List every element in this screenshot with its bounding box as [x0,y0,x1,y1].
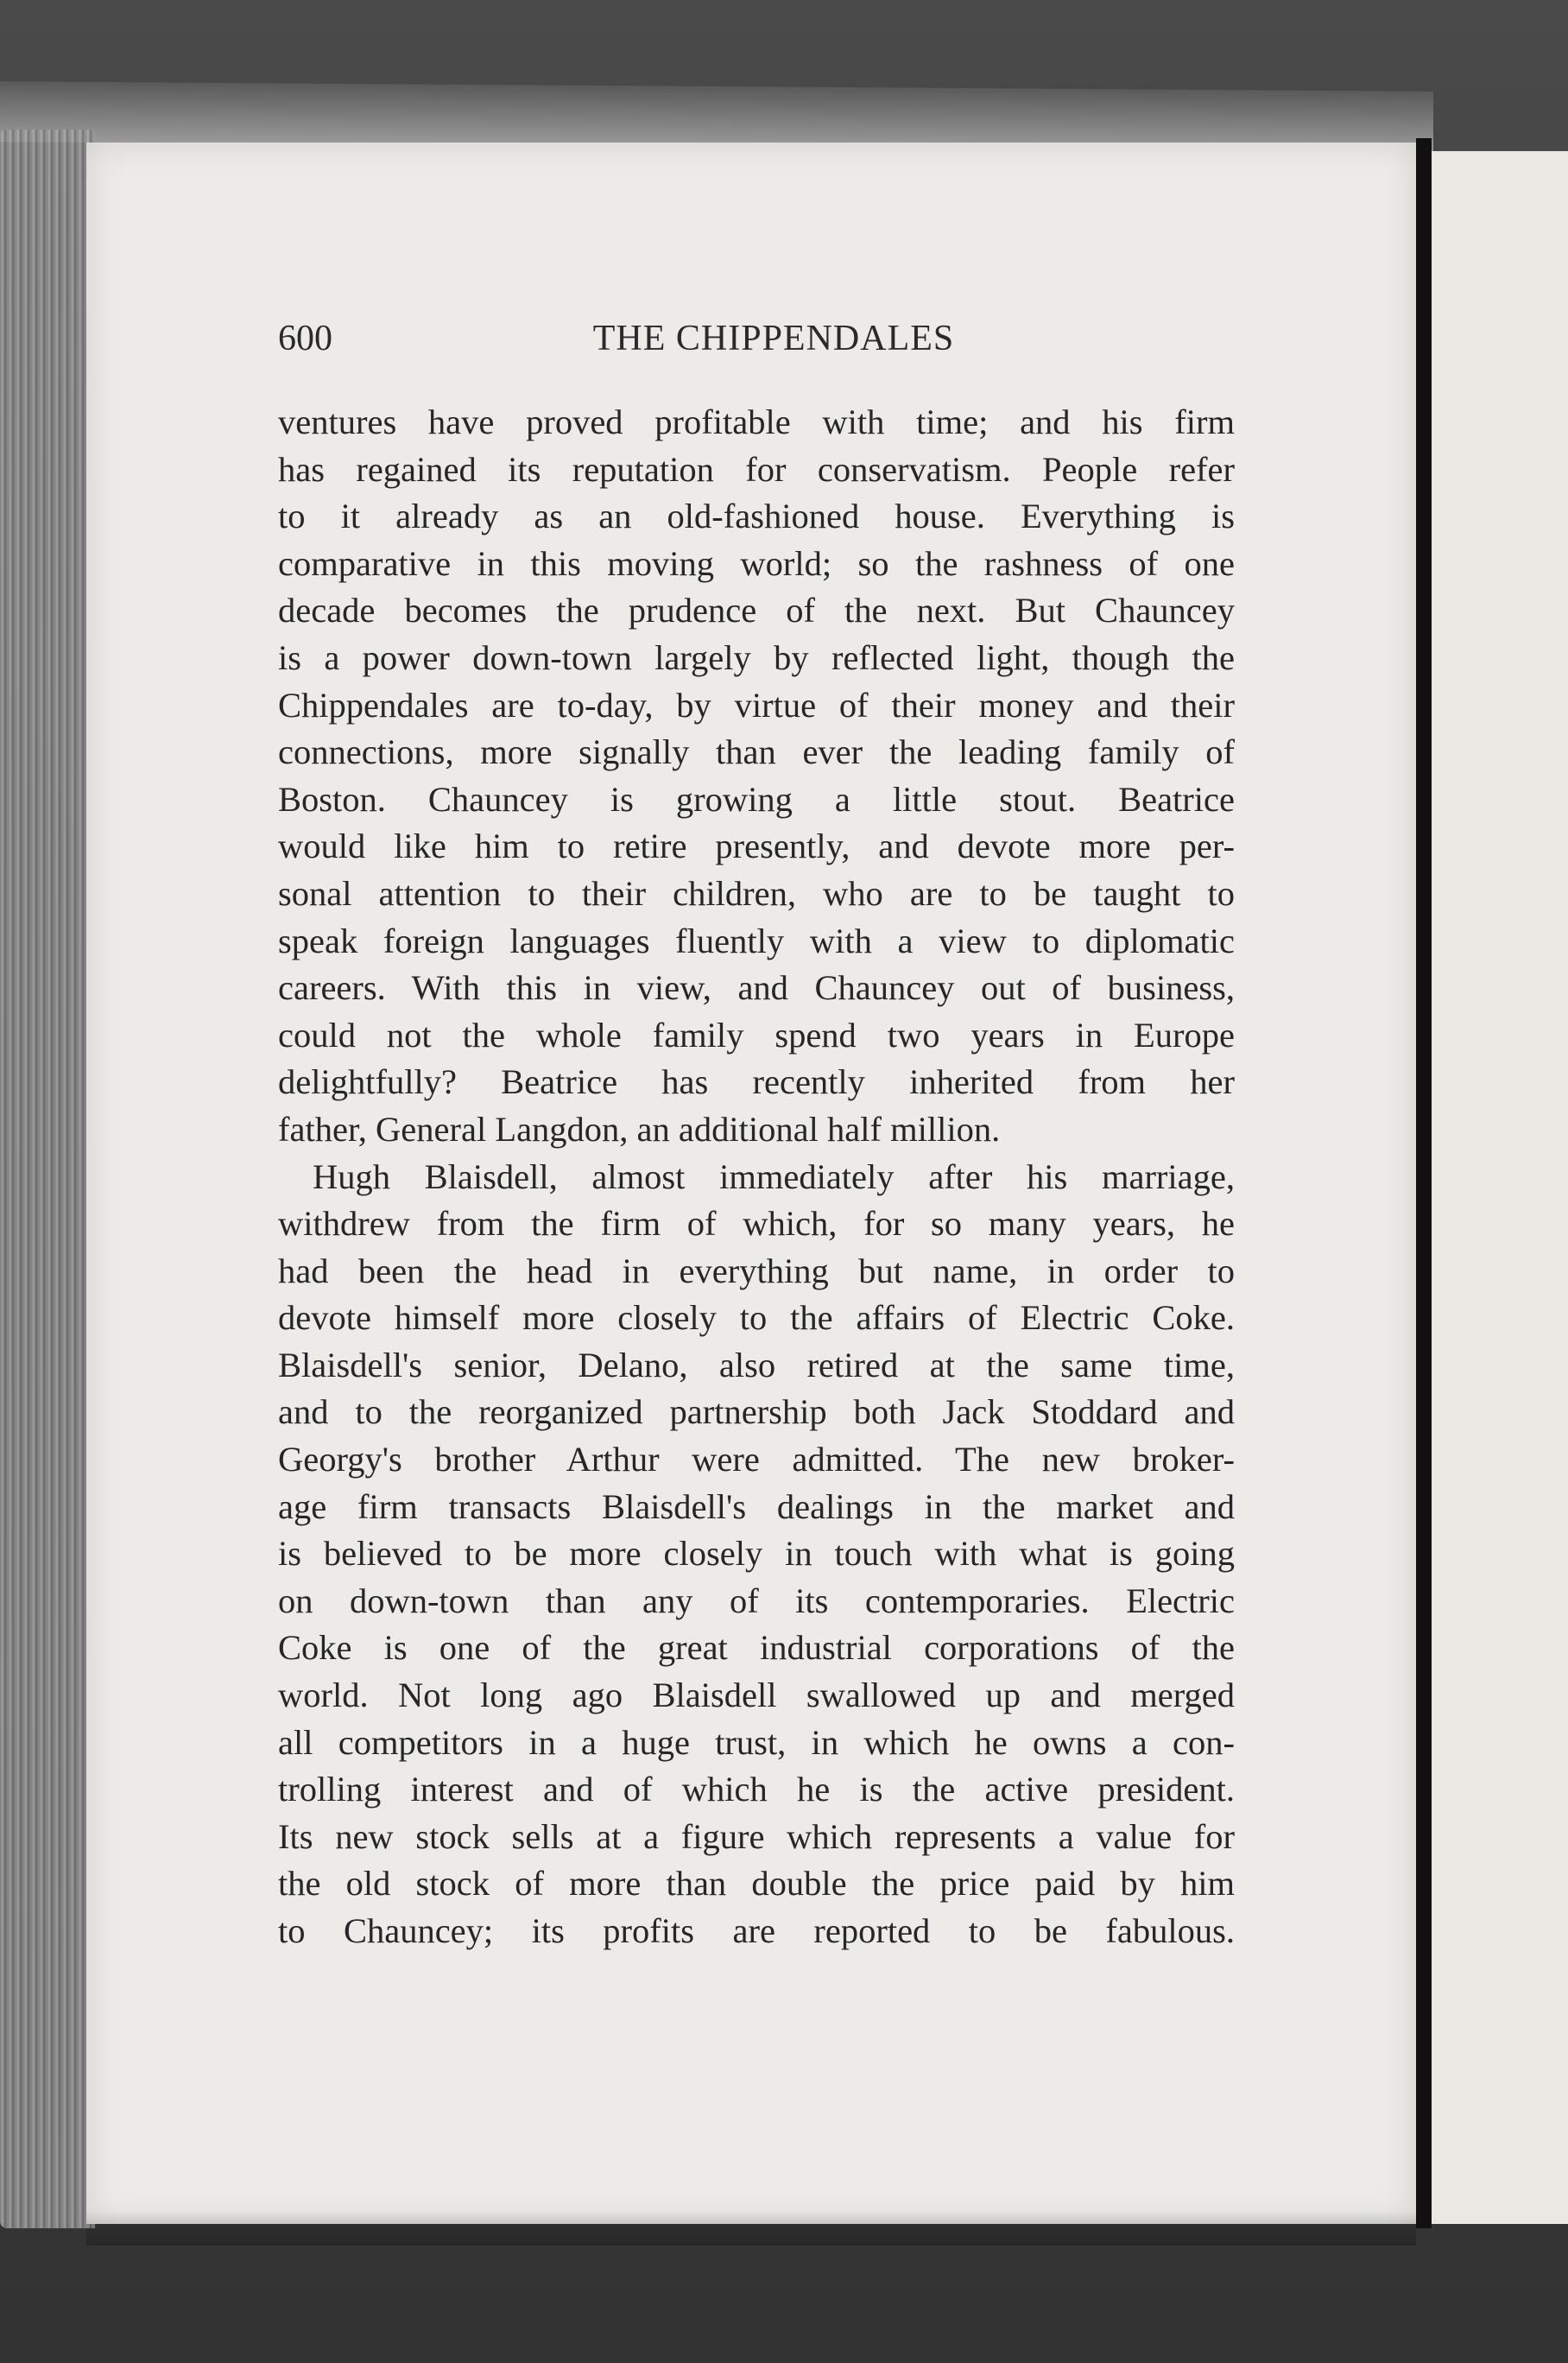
text-line: careers. With this in view, and Chauncey out of business, [278,968,1235,1008]
book-page-edges [0,130,95,2228]
text-line: connections, more signally than ever the leading family of [278,732,1235,772]
text-line: had been the head in everything but name, in order to [278,1251,1235,1290]
text-line: world. Not long ago Blaisdell swallowed up and merged [278,1676,1235,1715]
text-line: is a power down-town largely by reflected light, though the [278,637,1235,677]
running-title: THE CHIPPENDALES [592,319,955,358]
text-line: decade becomes the prudence of the next. But Chauncey [278,591,1235,630]
text-line: to Chauncey; its profits are reported to be fabulous. [278,1911,1235,1950]
text-line: age firm transacts Blaisdell's dealings in the market and [278,1486,1235,1526]
text-line: delightfully? Beatrice has recently inherited from her [278,1062,1235,1102]
page-header [278,318,1235,378]
book-top-shadow [0,81,1433,152]
text-line: has regained its reputation for conservatism. People refer [278,449,1235,489]
text-line: on down-town than any of its contemporaries. Electric [278,1581,1235,1620]
text-line: and to the reorganized partnership both Jack Stoddard and [278,1392,1235,1432]
text-line: Georgy's brother Arthur were admitted. The new broker- [278,1440,1235,1479]
text-line: Boston. Chauncey is growing a little stout. Beatrice [278,779,1235,819]
text-line: Blaisdell's senior, Delano, also retired at the same time, [278,1345,1235,1384]
text-line: Its new stock sells at a figure which represents a value for [278,1816,1235,1856]
text-line: sonal attention to their children, who are to be taught to [278,873,1235,913]
text-line: father, General Langdon, an additional half million. [278,1109,1001,1149]
text-line: could not the whole family spend two years in Europe [278,1015,1235,1055]
text-line: comparative in this moving world; so the rashness of one [278,543,1235,583]
body-text [278,399,1235,1955]
facing-page [1432,151,1568,2224]
text-line: Coke is one of the great industrial corporations of the [278,1628,1235,1668]
text-line: withdrew from the firm of which, for so many years, he [278,1204,1235,1244]
text-line: Chippendales are to-day, by virtue of their money and their [278,685,1235,725]
text-line: all competitors in a huge trust, in which he owns a con- [278,1722,1235,1762]
text-line: ventures have proved profitable with time; and his firm [278,402,1235,441]
book-gutter [1416,138,1432,2228]
page-number: 600 [278,319,332,358]
text-line: would like him to retire presently, and devote more per- [278,827,1235,866]
page-bottom-shadow [86,2211,1416,2246]
text-line: trolling interest and of which he is the active president. [278,1770,1235,1809]
text-line: speak foreign languages fluently with a view to diplomatic [278,921,1235,960]
text-line: to it already as an old-fashioned house. Everything is [278,497,1235,536]
text-line: devote himself more closely to the affairs of Electric Coke. [278,1298,1235,1338]
text-line: is believed to be more closely in touch with what is going [278,1534,1235,1574]
text-line: Hugh Blaisdell, almost immediately after his marriage, [313,1156,1235,1196]
text-line: the old stock of more than double the price paid by him [278,1864,1235,1904]
